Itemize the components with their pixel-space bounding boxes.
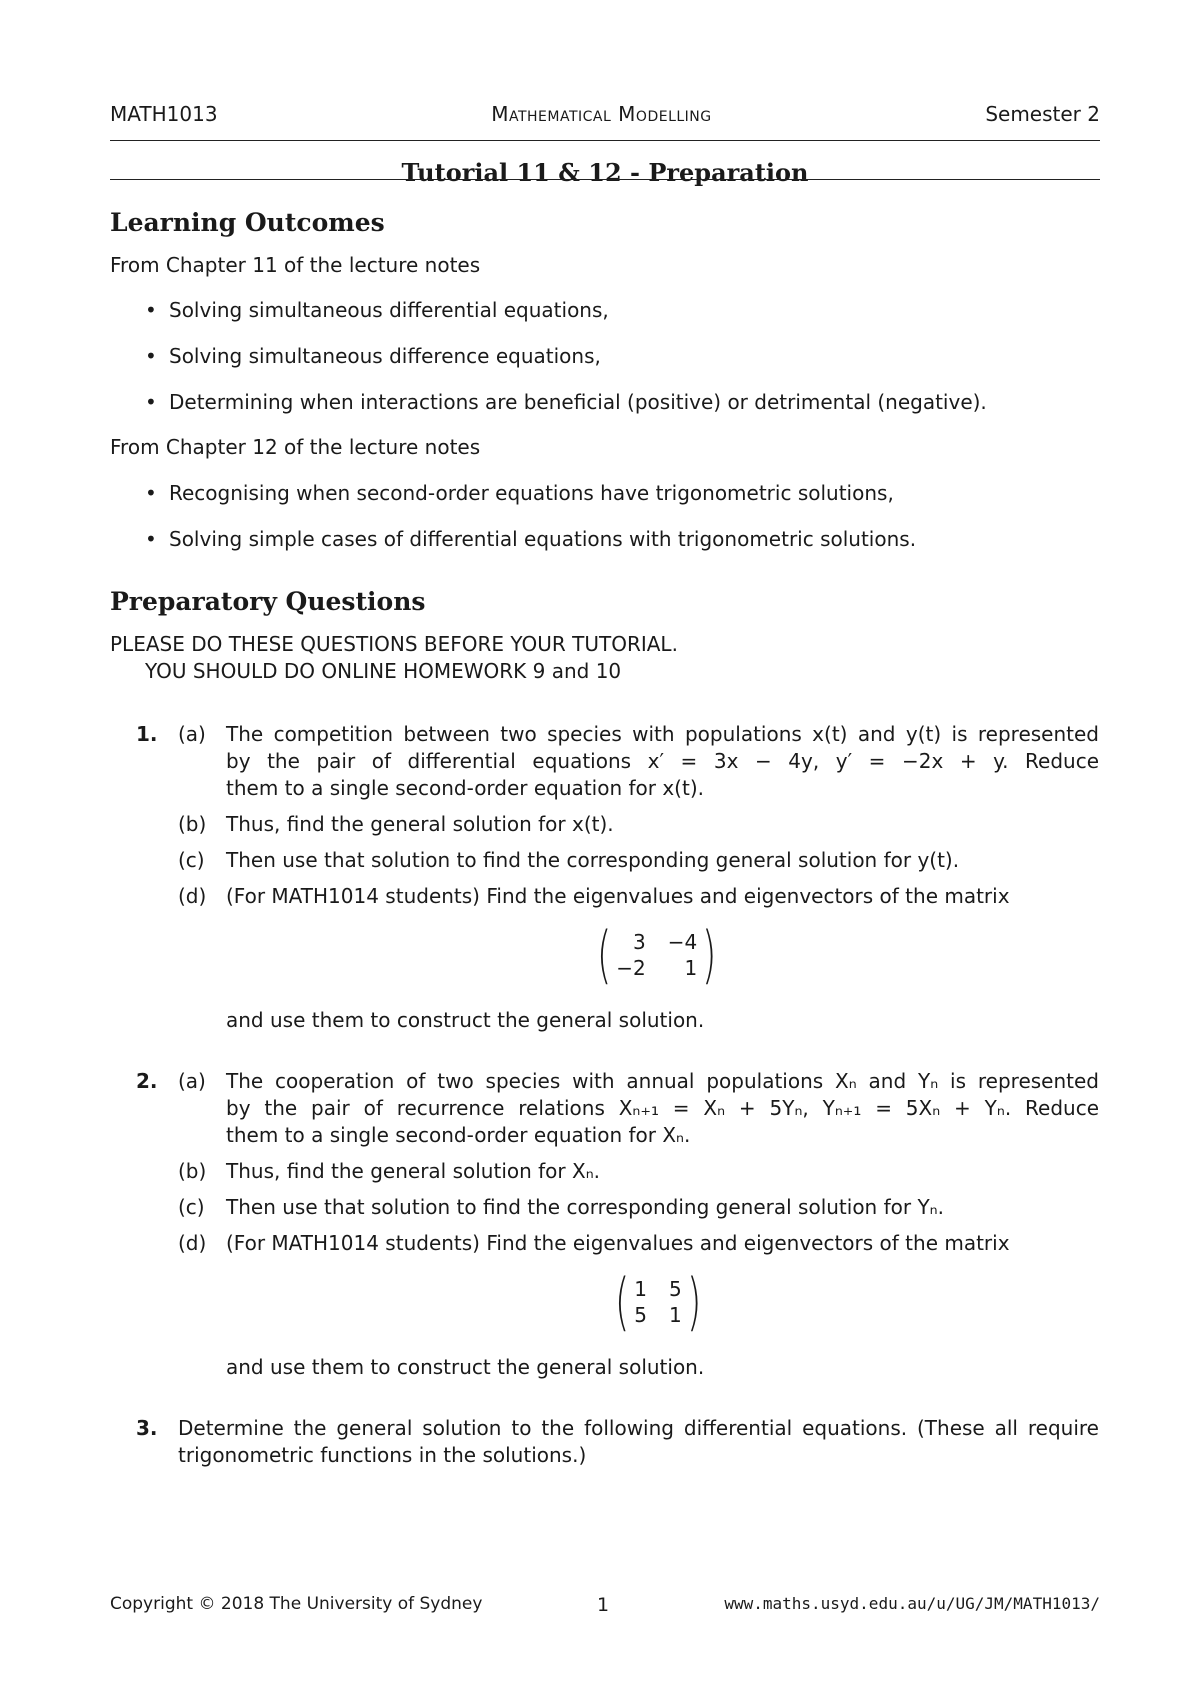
part-label: (a) xyxy=(178,722,206,746)
q1d-text: (For MATH1014 students) Find the eigenvalues and eigenvectors of the matrix xyxy=(226,884,1010,908)
list-item: • Determining when interactions are beneficial (positive) or detrimental (negative). xyxy=(145,390,987,414)
page-number: 1 xyxy=(597,1594,610,1616)
matrix-entry: −4 xyxy=(667,930,698,954)
header-rule-top xyxy=(110,140,1100,141)
part-label: (c) xyxy=(178,848,205,872)
part-label: (b) xyxy=(178,812,207,836)
list-item: • Solving simple cases of differential equations with trigonometric solutions. xyxy=(145,527,916,551)
q2c-text: Then use that solution to find the corresponding general solution for Yₙ. xyxy=(226,1195,944,1219)
part-label: (d) xyxy=(178,1231,207,1255)
list-item: • Recognising when second-order equations have trigonometric solutions, xyxy=(145,481,894,505)
q2a-line-2: by the pair of recurrence relations Xₙ₊₁ = Xₙ + 5Yₙ, Yₙ₊₁ = 5Xₙ + Yₙ. Reduce xyxy=(226,1096,1099,1120)
semester-label: Semester 2 xyxy=(985,102,1100,126)
part-label: (d) xyxy=(178,884,207,908)
matrix-entry: 3 xyxy=(632,930,646,954)
matrix-entry: 1 xyxy=(668,1303,682,1327)
header-rule-bottom xyxy=(110,179,1100,180)
matrix-entry: −2 xyxy=(616,956,646,980)
q1a-line-2: by the pair of differential equations x′ = 3x − 4y, y′ = −2x + y. Reduce xyxy=(226,749,1099,773)
q1a-line-1: The competition between two species with populations x(t) and y(t) is represented xyxy=(226,722,1099,746)
q3-line-1: Determine the general solution to the following differential equations. (These all require xyxy=(178,1416,1099,1440)
course-code: MATH1013 xyxy=(110,102,218,126)
question-number: 1. xyxy=(136,722,158,746)
q3-line-2: trigonometric functions in the solutions.) xyxy=(178,1443,587,1467)
question-number: 2. xyxy=(136,1069,158,1093)
q1a-line-3: them to a single second-order equation for x(t). xyxy=(226,776,704,800)
list-item: • Solving simultaneous differential equations, xyxy=(145,298,609,322)
list-item: • Solving simultaneous difference equations, xyxy=(145,344,601,368)
q2a-line-1: The cooperation of two species with annual populations Xₙ and Yₙ is represented xyxy=(226,1069,1099,1093)
matrix-entry: 5 xyxy=(634,1303,647,1327)
matrix-entry: 1 xyxy=(684,956,698,980)
q2b-text: Thus, find the general solution for Xₙ. xyxy=(226,1159,601,1183)
copyright-text: Copyright © 2018 The University of Sydney xyxy=(110,1594,483,1614)
ch12-intro: From Chapter 12 of the lecture notes xyxy=(110,435,481,459)
q1-after-text: and use them to construct the general solution. xyxy=(226,1008,705,1032)
learning-outcomes-heading: Learning Outcomes xyxy=(110,208,385,237)
footer-url: www.maths.usyd.edu.au/u/UG/JM/MATH1013/ xyxy=(724,1594,1100,1613)
left-paren: ( xyxy=(596,918,612,991)
ch11-intro: From Chapter 11 of the lecture notes xyxy=(110,253,481,277)
right-paren: ) xyxy=(702,918,717,991)
matrix-entry: 5 xyxy=(668,1277,682,1301)
q2a-line-3: them to a single second-order equation for Xₙ. xyxy=(226,1123,691,1147)
preparatory-heading: Preparatory Questions xyxy=(110,587,426,616)
right-paren: ) xyxy=(686,1265,702,1338)
part-label: (a) xyxy=(178,1069,206,1093)
part-label: (b) xyxy=(178,1159,207,1183)
q1-matrix xyxy=(592,918,721,991)
part-label: (c) xyxy=(178,1195,205,1219)
q2d-text: (For MATH1014 students) Find the eigenvalues and eigenvectors of the matrix xyxy=(226,1231,1010,1255)
left-paren: ( xyxy=(614,1265,630,1338)
matrix-entry: 1 xyxy=(634,1277,647,1301)
q2-matrix xyxy=(610,1265,706,1338)
question-number: 3. xyxy=(136,1416,158,1440)
q2-after-text: and use them to construct the general solution. xyxy=(226,1355,705,1379)
notice-line-1: PLEASE DO THESE QUESTIONS BEFORE YOUR TUTORIAL. xyxy=(110,632,678,656)
course-title: Mathematical Modelling xyxy=(491,102,712,126)
q1b-text: Thus, find the general solution for x(t). xyxy=(226,812,614,836)
notice-line-2: YOU SHOULD DO ONLINE HOMEWORK 9 and 10 xyxy=(145,659,622,683)
q1c-text: Then use that solution to find the corresponding general solution for y(t). xyxy=(226,848,960,872)
document-title: Tutorial 11 & 12 - Preparation xyxy=(401,158,809,187)
running-header xyxy=(110,102,1100,126)
